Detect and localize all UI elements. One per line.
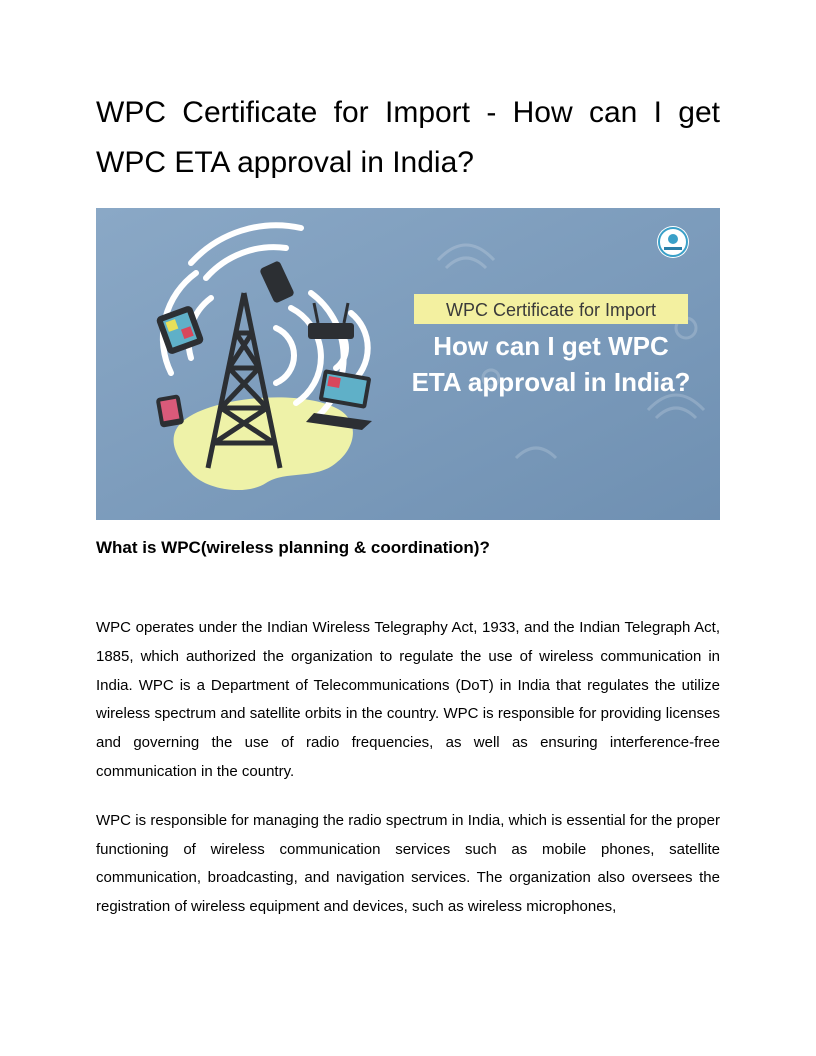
paragraph-2: WPC is responsible for managing the radio spectrum in India, which is essential for the proper functioning of wireless communication services such as mobile phones, satellite communication, broadcasting, and navigation services. The organization also oversees the registration of wireless equipment and devices, such as wireless microphones, (96, 811, 720, 916)
banner-headline-line2: ETA approval in India? (411, 367, 691, 397)
corpseed-logo-icon (657, 226, 689, 258)
banner-background (96, 208, 720, 520)
document-title: WPC Certificate for Import - How can I get WPC ETA approval in India? (96, 96, 720, 179)
document-page (96, 88, 720, 922)
paragraph-1: WPC operates under the Indian Wireless Telegraphy Act, 1933, and the Indian Telegraph Act, 1885, which authorized the organization to regulate the use of wireless communication in India. WPC is a Department of Telecommunications (DoT) in India that regulates the utilize wireless spectrum and satellite orbits in the country. WPC is responsible for providing licenses and governing the use of radio frequencies, as well as ensuring interference-free communication in the country. (96, 619, 720, 780)
banner-image (96, 208, 720, 520)
section-heading: What is WPC(wireless planning & coordination)? (96, 538, 490, 557)
handheld-device-icon (156, 394, 185, 428)
banner-headline-line1: How can I get WPC (433, 331, 669, 361)
banner-tag: WPC Certificate for Import (445, 300, 657, 320)
